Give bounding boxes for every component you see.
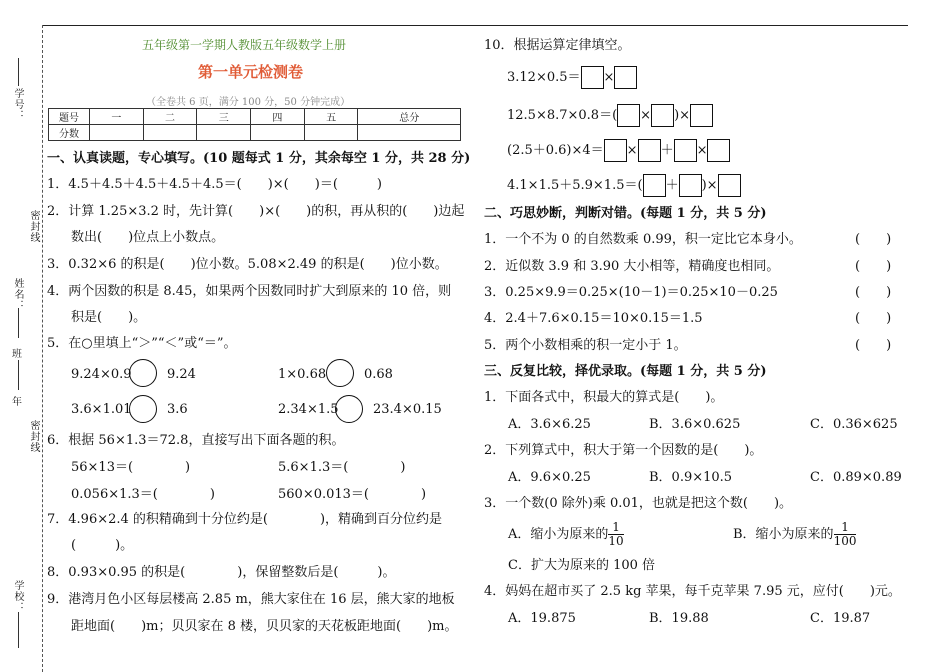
close-times: )× bbox=[701, 178, 718, 193]
answer-box[interactable] bbox=[718, 174, 741, 197]
score-cell: 二 bbox=[143, 109, 197, 125]
s1-question-2-line-1: 2．计算 1.25×3.2 时，先计算( )×( )的积，再从积的( )边起 bbox=[47, 204, 465, 219]
class-label: 班 bbox=[12, 349, 22, 360]
q5-item-right: 0.68 bbox=[364, 367, 393, 382]
s2-item: 2．近似数 3.9 和 3.90 大小相等，精确度也相同。 bbox=[484, 259, 780, 274]
fraction-denominator: 100 bbox=[833, 534, 857, 548]
s2-item: 4．2.4＋7.6×0.15＝10×0.15＝1.5 bbox=[484, 311, 703, 326]
judge-answer-paren[interactable]: ( ) bbox=[855, 232, 892, 247]
judge-answer-paren[interactable]: ( ) bbox=[855, 285, 892, 300]
answer-box[interactable] bbox=[617, 104, 640, 127]
times-sign: × bbox=[626, 143, 638, 158]
choice-option[interactable]: C．扩大为原来的 100 倍 bbox=[508, 558, 656, 573]
times-sign: × bbox=[603, 70, 615, 85]
choice-option[interactable]: B．3.6×0.625 bbox=[649, 417, 741, 432]
q5-item-left: 9.24×0.9 bbox=[71, 367, 132, 382]
answer-box[interactable] bbox=[604, 139, 627, 162]
school-label: 学校： bbox=[12, 580, 23, 613]
exam-note: （全卷共 6 页，满分 100 分，50 分钟完成） bbox=[146, 97, 351, 108]
top-border-line bbox=[42, 25, 908, 26]
s2-item: 1．一个不为 0 的自然数乘 0.99，积一定比它本身小。 bbox=[484, 232, 802, 247]
compare-circle[interactable] bbox=[335, 395, 363, 423]
compare-circle[interactable] bbox=[326, 359, 354, 387]
compare-circle[interactable] bbox=[129, 395, 157, 423]
fraction-numerator: 1 bbox=[612, 520, 620, 534]
q5-item-right: 3.6 bbox=[167, 402, 188, 417]
fraction bbox=[834, 521, 857, 548]
choice-option[interactable]: A．19.875 bbox=[508, 611, 576, 626]
score-input-cell[interactable] bbox=[304, 125, 358, 141]
fraction-numerator: 1 bbox=[841, 520, 849, 534]
score-cell: 三 bbox=[197, 109, 251, 125]
s3-question-2: 2．下列算式中，积大于第一个因数的是( )。 bbox=[484, 443, 763, 458]
exam-title: 第一单元检测卷 bbox=[198, 63, 304, 81]
choice-option-text: A．缩小为原来的 bbox=[508, 527, 609, 542]
score-table-score-row bbox=[49, 125, 461, 141]
s3-question-4: 4．妈妈在超市买了 2.5 kg 苹果，每千克苹果 7.95 元，应付( )元。 bbox=[484, 584, 901, 599]
seal-line-label-1: 密封线 bbox=[28, 210, 39, 243]
answer-box[interactable] bbox=[581, 66, 604, 89]
q10-line-3 bbox=[507, 139, 730, 163]
choice-option-3b[interactable] bbox=[733, 520, 856, 550]
choice-option[interactable]: A．3.6×6.25 bbox=[508, 417, 591, 432]
choice-option[interactable]: B．0.9×10.5 bbox=[649, 470, 733, 485]
q10-line-4 bbox=[507, 174, 741, 198]
s1-question-9-line-1: 9．港湾月色小区每层楼高 2.85 m，熊大家住在 16 层，熊大家的地板 bbox=[47, 592, 455, 607]
student-number-label: 学号： bbox=[12, 88, 23, 121]
q5-item-left: 1×0.68 bbox=[278, 367, 327, 382]
s1-question-9-line-2: 距地面( )m；贝贝家在 8 楼，贝贝家的天花板距地面( )m。 bbox=[71, 619, 458, 634]
s3-question-3: 3．一个数(0 除外)乘 0.01，也就是把这个数( )。 bbox=[484, 496, 793, 511]
score-cell: 总分 bbox=[358, 109, 461, 125]
plus-sign: ＋ bbox=[665, 178, 679, 193]
choice-option[interactable]: B．19.88 bbox=[649, 611, 709, 626]
answer-box[interactable] bbox=[638, 139, 661, 162]
q6-item: 0.056×1.3＝( ) bbox=[71, 487, 215, 502]
answer-box[interactable] bbox=[643, 174, 666, 197]
score-cell: 题号 bbox=[49, 109, 90, 125]
q10-line-1 bbox=[507, 66, 637, 90]
s1-question-5: 5．在○里填上“＞”“＜”或“＝”。 bbox=[47, 336, 237, 351]
s1-question-7-line-1: 7．4.96×2.4 的积精确到十分位约是( )，精确到百分位约是 bbox=[47, 512, 443, 527]
q6-item: 560×0.013＝( ) bbox=[278, 487, 427, 502]
compare-circle[interactable] bbox=[129, 359, 157, 387]
judge-answer-paren[interactable]: ( ) bbox=[855, 311, 892, 326]
times-sign: × bbox=[696, 143, 708, 158]
q5-item-right: 9.24 bbox=[167, 367, 196, 382]
s1-question-4-line-2: 积是( )。 bbox=[71, 310, 147, 325]
choice-option[interactable]: A．9.6×0.25 bbox=[508, 470, 591, 485]
judge-answer-paren[interactable]: ( ) bbox=[855, 259, 892, 274]
choice-option[interactable]: C．0.89×0.89 bbox=[810, 470, 902, 485]
s1-question-8: 8．0.93×0.95 的积是( )，保留整数后是( )。 bbox=[47, 565, 396, 580]
grade-label: 年 bbox=[12, 397, 22, 408]
s2-item: 5．两个小数相乘的积一定小于 1。 bbox=[484, 338, 687, 353]
times-sign: × bbox=[640, 108, 652, 123]
answer-box[interactable] bbox=[614, 66, 637, 89]
section-1-heading: 一、认真读题，专心填写。(10 题每式 1 分，其余每空 1 分，共 28 分) bbox=[47, 151, 471, 166]
score-input-cell[interactable] bbox=[197, 125, 251, 141]
class-line bbox=[18, 360, 19, 390]
choice-option[interactable]: C．0.36×625 bbox=[810, 417, 898, 432]
student-number-line bbox=[18, 58, 19, 86]
q10-line-2-text: 12.5×8.7×0.8＝( bbox=[507, 108, 618, 123]
answer-box[interactable] bbox=[651, 104, 674, 127]
answer-box[interactable] bbox=[674, 139, 697, 162]
section-2-heading: 二、巧思妙断，判断对错。(每题 1 分，共 5 分) bbox=[484, 206, 767, 221]
choice-option-text: B．缩小为原来的 bbox=[733, 527, 834, 542]
score-input-cell[interactable] bbox=[251, 125, 305, 141]
s1-question-2-line-2: 数出( )位点上小数点。 bbox=[71, 230, 225, 245]
judge-answer-paren[interactable]: ( ) bbox=[855, 338, 892, 353]
score-cell: 分数 bbox=[49, 125, 90, 141]
seal-line-label-2: 密封线 bbox=[28, 420, 39, 453]
score-cell: 五 bbox=[304, 109, 358, 125]
s1-question-7-line-2: ( )。 bbox=[71, 538, 134, 553]
s1-question-4-line-1: 4．两个因数的积是 8.45，如果两个因数同时扩大到原来的 10 倍，则 bbox=[47, 284, 452, 299]
s1-question-1: 1．4.5＋4.5＋4.5＋4.5＋4.5＝( )×( )＝( ) bbox=[47, 177, 382, 192]
close-times: )× bbox=[674, 108, 691, 123]
answer-box[interactable] bbox=[707, 139, 730, 162]
s3-question-1: 1．下面各式中，积最大的算式是( )。 bbox=[484, 390, 724, 405]
exam-subtitle: 五年级第一学期人教版五年级数学上册 bbox=[142, 38, 347, 52]
seal-dashed-line bbox=[42, 25, 43, 672]
name-label: 姓名： bbox=[12, 278, 23, 311]
score-cell: 一 bbox=[90, 109, 144, 125]
section-3-heading: 三、反复比较，择优录取。(每题 1 分，共 5 分) bbox=[484, 364, 767, 379]
q6-item: 5.6×1.3＝( ) bbox=[278, 460, 406, 475]
score-input-cell[interactable] bbox=[143, 125, 197, 141]
q10-line-1-text: 3.12×0.5＝ bbox=[507, 70, 581, 85]
q6-item: 56×13＝( ) bbox=[71, 460, 191, 475]
plus-sign: ＋ bbox=[660, 143, 674, 158]
score-input-cell[interactable] bbox=[90, 125, 144, 141]
score-input-cell[interactable] bbox=[358, 125, 461, 141]
q5-item-left: 3.6×1.01 bbox=[71, 402, 132, 417]
answer-box[interactable] bbox=[679, 174, 702, 197]
q10-line-3-text: (2.5＋0.6)×4＝ bbox=[507, 143, 604, 158]
q5-item-right: 23.4×0.15 bbox=[373, 402, 442, 417]
q10-line-4-text: 4.1×1.5＋5.9×1.5＝( bbox=[507, 178, 643, 193]
school-line bbox=[18, 612, 19, 648]
s2-item: 3．0.25×9.9＝0.25×(10－1)＝0.25×10－0.25 bbox=[484, 285, 778, 300]
q10-heading: 10．根据运算定律填空。 bbox=[484, 38, 631, 53]
fraction bbox=[608, 521, 623, 548]
q5-item-left: 2.34×1.5 bbox=[278, 402, 339, 417]
s1-question-6: 6．根据 56×1.3＝72.8，直接写出下面各题的积。 bbox=[47, 433, 345, 448]
name-line bbox=[18, 308, 19, 338]
score-cell: 四 bbox=[251, 109, 305, 125]
q10-line-2 bbox=[507, 104, 713, 128]
score-table bbox=[48, 108, 461, 141]
choice-option-3a[interactable] bbox=[508, 520, 624, 550]
score-table-header-row bbox=[49, 109, 461, 125]
s1-question-3: 3．0.32×6 的积是( )位小数。5.08×2.49 的积是( )位小数。 bbox=[47, 257, 448, 272]
answer-box[interactable] bbox=[690, 104, 713, 127]
choice-option[interactable]: C．19.87 bbox=[810, 611, 871, 626]
fraction-denominator: 10 bbox=[608, 534, 624, 548]
